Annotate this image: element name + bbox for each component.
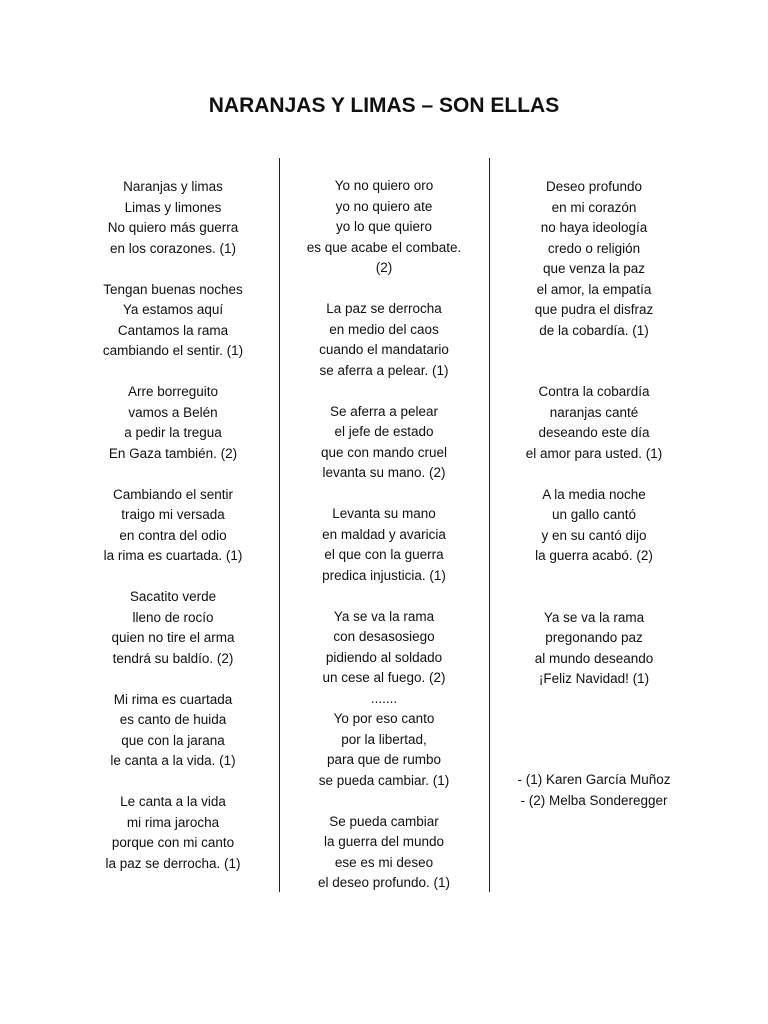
verse-line: credo o religión	[547, 240, 641, 256]
verse-line: en los corazones. (1)	[109, 240, 237, 256]
verse-line: cuando el mandatario	[319, 342, 449, 357]
verse-line: un gallo cantó	[551, 507, 637, 522]
verse-line: quien no tire el arma	[111, 630, 235, 645]
credit-line: - (1) Karen García Muñoz	[517, 772, 671, 787]
verse-line: (2)	[375, 260, 393, 275]
verse-line: levanta su mano. (2)	[322, 465, 446, 480]
poem-title: NARANJAS Y LIMAS – SON ELLAS	[208, 94, 560, 117]
stanza-gap	[280, 484, 488, 505]
verse-line: la guerra del mundo	[323, 834, 445, 849]
stanza	[280, 402, 488, 484]
verse-line: Deseo profundo	[545, 179, 643, 194]
verse-line: pregonando paz	[545, 630, 643, 645]
stanza	[68, 792, 278, 874]
stanza-gap	[68, 567, 278, 588]
stanza-gap	[280, 791, 488, 812]
verse-line: predica injusticia. (1)	[322, 567, 446, 583]
verse-line: Ya se va la rama	[543, 609, 645, 625]
stanza-gap	[68, 259, 278, 280]
verse-line: Se aferra a pelear	[329, 403, 439, 419]
verse-line: Tengan buenas noches	[103, 281, 243, 297]
stanza-gap	[68, 464, 278, 485]
stanza	[68, 587, 278, 669]
stanza	[68, 690, 278, 772]
verse-line: y en su cantó dijo	[541, 527, 647, 543]
verse-line: es canto de huida	[119, 712, 227, 727]
verse-line: mi rima jarocha	[126, 814, 220, 830]
stanza-gap	[68, 669, 278, 690]
poem-column-2	[280, 176, 488, 894]
verse-line: Arre borreguito	[127, 384, 219, 399]
verse-line: no haya ideología	[540, 220, 648, 235]
verse-line: le canta a la vida. (1)	[110, 753, 236, 768]
verse-line: pidiendo al soldado	[325, 649, 443, 665]
stanza-gap	[280, 381, 488, 402]
stanza	[68, 280, 278, 362]
verse-line: traigo mi versada	[121, 507, 225, 522]
stanza	[490, 485, 698, 567]
stanza-gap	[280, 279, 488, 300]
stanza-gap	[490, 341, 698, 382]
verse-line: el deseo profundo. (1)	[317, 875, 451, 890]
verse-line: Le canta a la vida	[120, 794, 226, 809]
stanza-gap	[68, 772, 278, 793]
verse-line: la rima es cuartada. (1)	[103, 548, 243, 563]
verse-line: la guerra acabó. (2)	[535, 548, 653, 563]
stanza	[280, 812, 488, 894]
verse-line: que venza la paz	[542, 261, 646, 276]
verse-line: la paz se derrocha. (1)	[105, 855, 241, 871]
verse-line: yo lo que quiero	[335, 219, 433, 234]
stanza	[68, 485, 278, 567]
verse-line: se pueda cambiar. (1)	[318, 772, 450, 788]
verse-line: a pedir la tregua	[124, 425, 222, 440]
verse-line: Yo no quiero oro	[334, 178, 434, 193]
verse-line: que con mando cruel	[320, 444, 448, 460]
verse-line: que pudra el disfraz	[534, 302, 654, 317]
stanza	[490, 382, 698, 464]
verse-line: de la cobardía. (1)	[539, 322, 649, 338]
verse-line: naranjas canté	[549, 404, 639, 420]
stanza	[490, 608, 698, 690]
verse-line: Contra la cobardía	[538, 384, 650, 399]
poem-column-3	[490, 177, 698, 690]
stanza	[280, 607, 488, 792]
verse-line: en mi corazón	[551, 199, 637, 215]
verse-line: Cambiando el sentir	[112, 486, 234, 502]
verse-line: Cantamos la rama	[117, 322, 229, 338]
stanza	[68, 382, 278, 464]
verse-line: yo no quiero ate	[335, 198, 433, 214]
verse-line: para que de rumbo	[326, 752, 442, 767]
verse-line: el amor para usted. (1)	[525, 445, 663, 461]
stanza-gap	[490, 464, 698, 485]
verse-line: Levanta su mano	[332, 506, 436, 521]
verse-line: tendrá su baldío. (2)	[112, 650, 234, 666]
credit-line: - (2) Melba Sonderegger	[520, 792, 668, 808]
verse-line: A la media noche	[542, 486, 646, 502]
stanza	[280, 504, 488, 586]
verse-line: Ya estamos aquí	[122, 302, 224, 317]
verse-line: ¡Feliz Navidad! (1)	[538, 671, 650, 686]
author-credits	[490, 770, 698, 811]
verse-line: Se pueda cambiar	[329, 813, 439, 829]
verse-line: Limas y limones	[124, 199, 222, 215]
stanza	[490, 177, 698, 341]
verse-line: el que con la guerra	[324, 547, 444, 562]
verse-line: No quiero más guerra	[107, 220, 239, 235]
verse-line: Ya se va la rama	[333, 608, 435, 624]
stanza-gap	[490, 567, 698, 608]
verse-line: Yo por eso canto	[333, 711, 435, 726]
verse-line: por la libertad,	[341, 731, 427, 747]
verse-line: porque con mi canto	[111, 835, 235, 850]
verse-line: un cese al fuego. (2)	[322, 670, 446, 685]
stanza	[68, 177, 278, 259]
verse-line: que con la jarana	[121, 732, 225, 748]
verse-line: el amor, la empatía	[536, 281, 652, 297]
verse-line: se aferra a pelear. (1)	[319, 362, 449, 378]
verse-line: es que acabe el combate.	[306, 239, 462, 255]
verse-line: al mundo deseando	[534, 650, 654, 666]
verse-line: el jefe de estado	[334, 424, 434, 439]
verse-line: lleno de rocío	[132, 609, 214, 625]
verse-line: vamos a Belén	[128, 404, 218, 420]
verse-line: ese es mi deseo	[334, 854, 434, 870]
verse-line: En Gaza también. (2)	[108, 445, 238, 461]
stanza-gap	[68, 362, 278, 383]
verse-line: con desasosiego	[333, 629, 435, 644]
verse-line: en medio del caos	[329, 321, 439, 337]
poem-column-1	[68, 177, 278, 874]
stanza	[280, 176, 488, 279]
verse-line: cambiando el sentir. (1)	[102, 343, 244, 358]
stanza-gap	[280, 586, 488, 607]
verse-line: deseando este día	[538, 425, 650, 440]
verse-line: en maldad y avaricia	[322, 526, 446, 542]
verse-line: La paz se derrocha	[326, 301, 442, 316]
verse-line: Mi rima es cuartada	[113, 691, 233, 707]
verse-line: Sacatito verde	[129, 589, 217, 604]
verse-line: .......	[370, 690, 398, 706]
stanza	[280, 299, 488, 381]
verse-line: en contra del odio	[119, 527, 227, 543]
verse-line: Naranjas y limas	[123, 179, 223, 194]
